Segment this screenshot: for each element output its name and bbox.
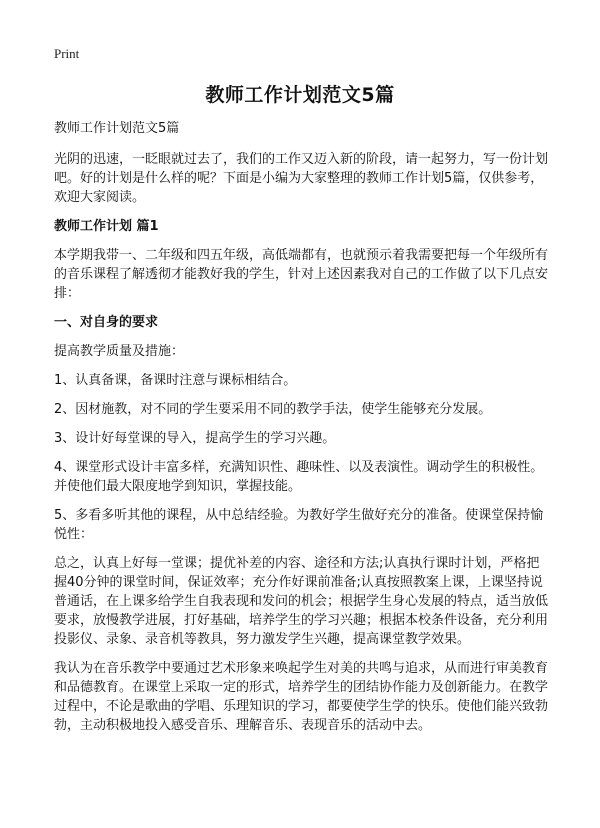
page-title: 教师工作计划范文5篇: [205, 84, 395, 106]
list-item: 3、设计好每堂课的导入，提高学生的学习兴趣。: [54, 431, 336, 446]
measures-intro: 提高教学质量及措施：: [54, 344, 185, 359]
section-paragraph: 本学期我带一、二年级和四五年级，高低端都有，也就预示着我需要把每一个年级所有的音乐课程了解透彻才能教好我的学生，针对上述因素我对自己的工作做了以下几点安排：: [54, 248, 549, 301]
print-link[interactable]: Print: [54, 46, 80, 61]
section-heading: 教师工作计划 篇1: [54, 219, 159, 234]
final-paragraph: 我认为在音乐教学中要通过艺术形象来唤起学生对美的共鸣与追求，从而进行审美教育和品德教育。在课堂上采取一定的形式，培养学生的团结协作能力及创新能力。在教学过程中，不论是歌曲的学唱、乐理知识的学习，都要使学生学的快乐。使他们能兴致勃勃，主动积极地投入感受音乐、理解音乐、表现音乐的活动中去。: [54, 661, 549, 733]
summary-paragraph: 总之，认真上好每一堂课；提优补差的内容、途径和方法;认真执行课时计划，严格把握40分钟的课堂时间，保证效率；充分作好课前准备;认真按照教案上课，上课坚持说普通话，在上课多给学生自我表现和发问的机会；根据学生身心发展的特点，适当放低要求，放慢教学进展，打好基础，培养学生的学习兴趣；根据本校条件设备，充分利用投影仪、录象、录音机等教具，努力激发学生兴趣，提高课堂教学效果。: [54, 556, 549, 647]
document-subtitle: 教师工作计划范文5篇: [54, 121, 180, 136]
intro-paragraph: 光阴的迅速，一眨眼就过去了，我们的工作又迈入新的阶段，请一起努力，写一份计划吧。好的计划是什么样的呢？下面是小编为大家整理的教师工作计划5篇，仅供参考，欢迎大家阅读。: [54, 152, 549, 205]
list-item: 4、课堂形式设计丰富多样，充满知识性、趣味性、以及表演性。调动学生的积极性。并使他们最大限度地学到知识，掌握技能。: [54, 460, 544, 494]
document-body: [54, 119, 550, 745]
list-item: 1、认真备课，备课时注意与课标相结合。: [54, 373, 297, 388]
subsection-heading: 一、对自身的要求: [54, 315, 159, 330]
list-item: 5、多看多听其他的课程，从中总结经验。为教好学生做好充分的准备。使课堂保持愉悦性：: [54, 508, 544, 542]
list-item: 2、因材施教，对不同的学生要采用不同的教学手法，使学生能够充分发展。: [54, 402, 492, 417]
